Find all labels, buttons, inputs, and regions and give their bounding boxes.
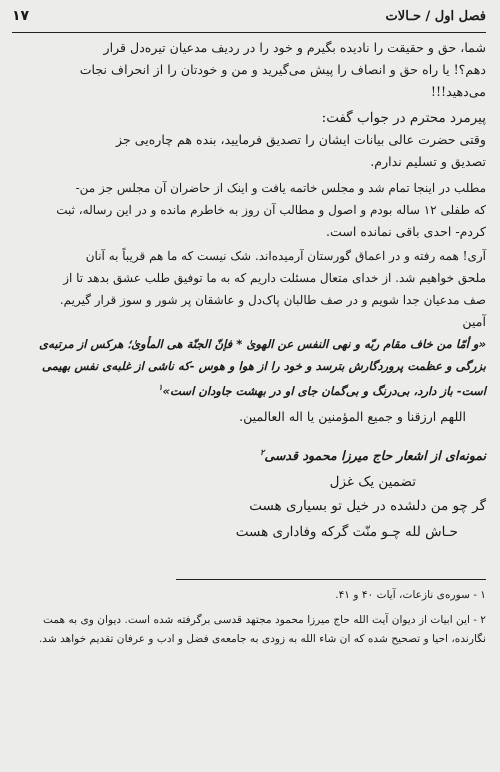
footnotes	[12, 586, 486, 649]
footnote: ۱ - سوره‌ی نازعات، آیات ۴۰ و ۴۱.	[335, 589, 486, 602]
quote-line: است- باز دارد، بی‌درنگ و بی‌گمان جای او در بهشت جاودان است»$^۱$	[158, 383, 486, 398]
text-line: اللهم ارزقنا و جمیع المؤمنین یا اله العالمین.	[239, 408, 466, 424]
text-line: آمین	[462, 314, 486, 329]
body-text	[12, 37, 486, 545]
text-line: که طفلی ۱۲ ساله بودم و اصول و مطالب آن روز به خاطرم مانده و در این رساله، ثبت	[56, 203, 486, 217]
text-line: تصدیق و تسلیم ندارم.	[370, 154, 486, 169]
footnote: نگارنده، احیا و تصحیح شده که ان شاء الله به زودی به جامعه‌ی فضل و ادب و عرفان تقدیم خواهد شد.	[38, 633, 486, 646]
poem-heading: نمونه‌ای از اشعار حاج میرزا محمود قدسی$^۲$	[260, 447, 486, 464]
poem-subtitle: تضمین یک غزل	[329, 474, 416, 491]
text-line: پیرمرد محترم در جواب گفت:	[321, 110, 486, 126]
chapter-title: فصل اول / حـالات	[385, 8, 486, 24]
text-line: می‌دهید!!!	[430, 84, 486, 99]
text-line: صف مدعیان جدا شویم و در صف طالبان پاک‌دل و عاشقان پر شور و سوز قرار گیریم.	[59, 293, 486, 307]
footnote-ref[interactable]: ۲	[260, 447, 265, 457]
quote-line: «و أمّا من خاف مقام ربّه و نهی النفس عن الهویٰ * فإنّ الجنّة هی المأویٰ؛ هرکس از مرتبه‌ی	[39, 337, 486, 351]
text-line: وقتی حضرت عالی بیانات ایشان را تصدیق فرمایید، بنده هم چاره‌یی جز	[115, 132, 486, 147]
text-line: آری! همه رفته و در اعماق گورستان آرمیده‌اند. شک نیست که ما هم قریباً به آنان	[85, 249, 486, 263]
footnote-ref[interactable]: ۱	[158, 383, 163, 392]
page-number: ۱۷	[12, 8, 30, 24]
text-line: دهم؟! یا راه حق و انصاف را پیش می‌گیرید و من و خودتان را از انحراف نجات	[79, 62, 486, 77]
text-line: شما، حق و حقیقت را نادیده بگیرم و خود را در ردیف مدعیان تیره‌دل قرار	[103, 40, 486, 55]
footnote-divider	[176, 579, 486, 580]
quote-line: بزرگی و عظمت پروردگارش بترسد و خود را از هوا و هوس -که ناشی از غلبه‌ی نفس بهیمی	[41, 359, 486, 373]
text-line: کردم- احدی باقی نمانده است.	[326, 224, 486, 239]
text-line: ملحق خواهیم شد. از خدای متعال مسئلت داریم که به ما توفیق طلب عشق بدهد تا از	[63, 271, 486, 285]
page-header	[12, 0, 486, 33]
poem-verse: گر چو من دلشده در خیل تو بسیاری هست	[249, 498, 486, 515]
footnote: ۲ - این ابیات از دیوان آیت الله حاج میرزا محمود مجتهد قدسی برگرفته شده است. دیوان وی به همت	[43, 614, 486, 627]
poem-verse: حـاش لله چـو منّت گرکه وفاداری هست	[235, 524, 458, 541]
text-line: مطلب در اینجا تمام شد و مجلس خاتمه یافت و اینک از حاضران آن مجلس جز من-	[75, 181, 486, 195]
